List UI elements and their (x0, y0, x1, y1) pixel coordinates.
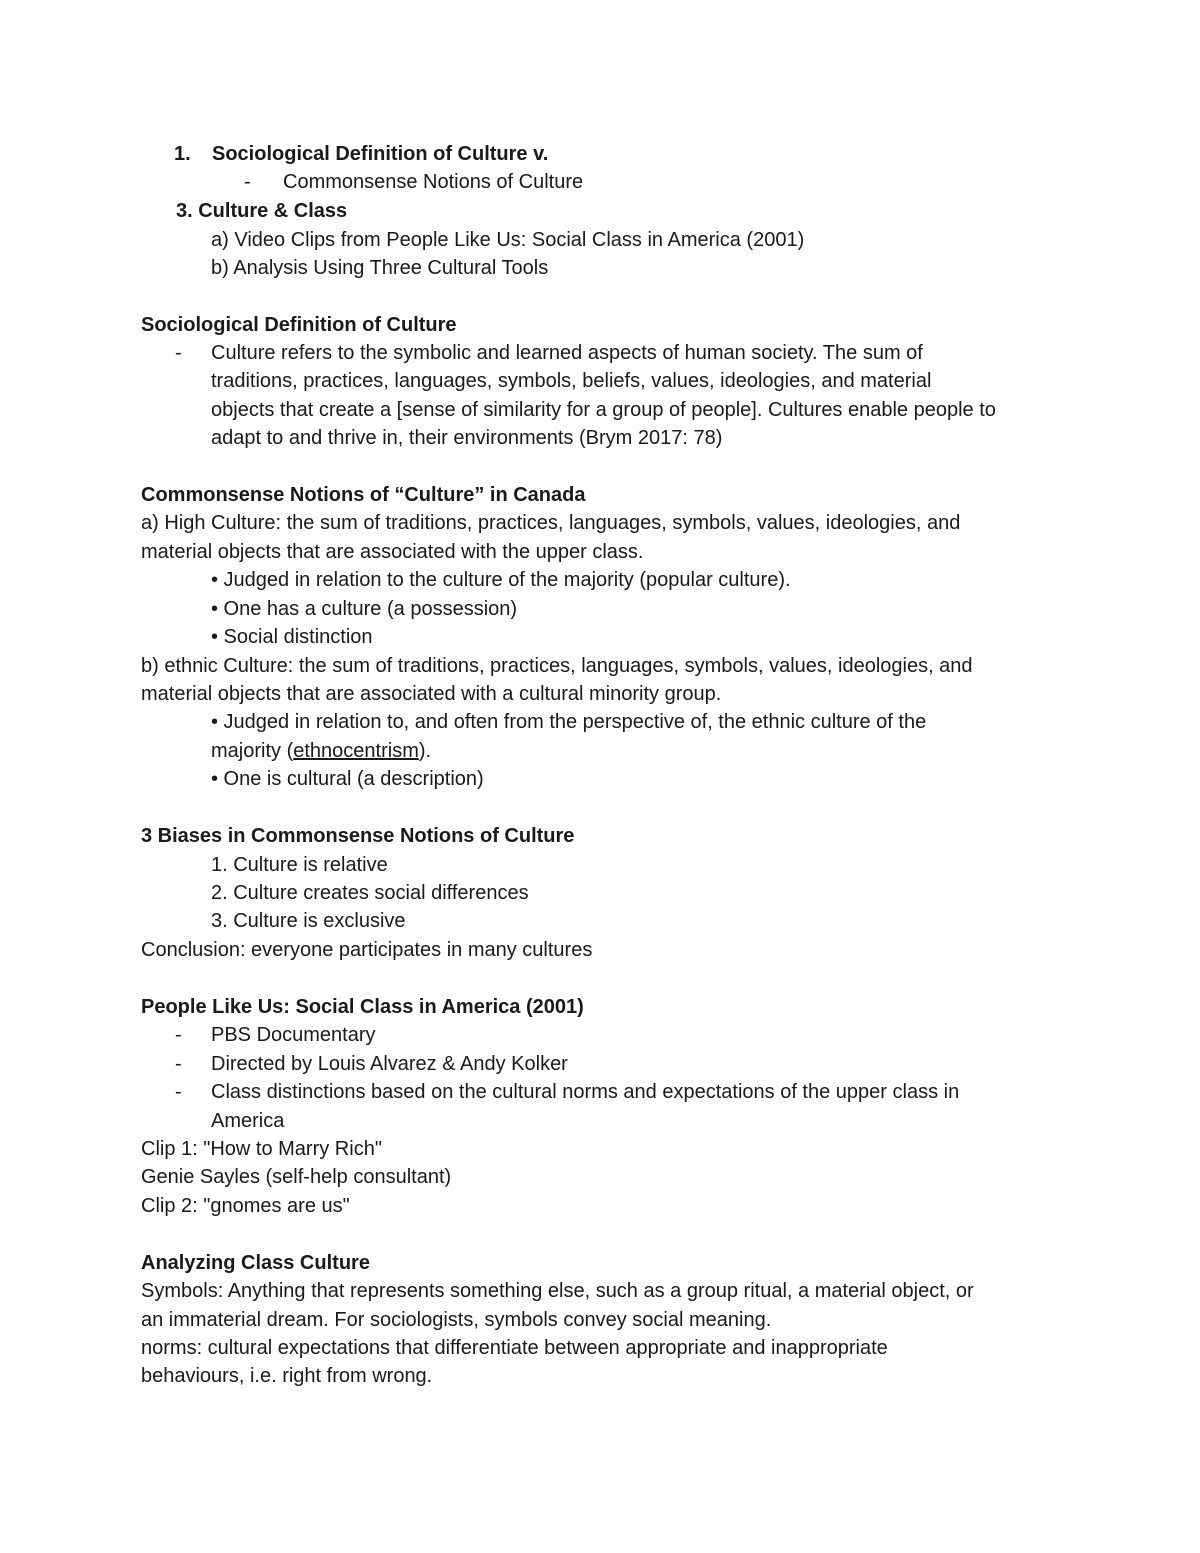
section-heading-biases: 3 Biases in Commonsense Notions of Culture (141, 825, 575, 847)
documentary-bullet: Directed by Louis Alvarez & Andy Kolker (211, 1053, 568, 1075)
high-culture-line: a) High Culture: the sum of traditions, practices, languages, symbols, values, ideologies, and (141, 512, 961, 534)
ethnocentrism-link[interactable]: ethnocentrism (293, 740, 419, 762)
bullet-item: • One has a culture (a possession) (211, 598, 518, 620)
outline-item-1-number: 1. (174, 143, 191, 165)
bullet-text: majority ( (211, 740, 294, 762)
dash-marker: - (175, 342, 182, 364)
definition-line: traditions, practices, languages, symbols, beliefs, values, ideologies, and material (211, 370, 932, 392)
dash-marker: - (175, 1081, 182, 1103)
conclusion: Conclusion: everyone participates in many cultures (141, 939, 593, 961)
definition-line: objects that create a [sense of similarity for a group of people]. Cultures enable people to (211, 399, 996, 421)
documentary-bullet-continuation: America (211, 1110, 285, 1132)
section-heading-people-like-us: People Like Us: Social Class in America (2001) (141, 996, 584, 1018)
bullet-item: • Social distinction (211, 626, 373, 648)
outline-item-1: Sociological Definition of Culture v. (212, 143, 549, 165)
ethnic-culture-line: material objects that are associated with a cultural minority group. (141, 683, 722, 705)
analyzing-line: an immaterial dream. For sociologists, symbols convey social meaning. (141, 1309, 772, 1331)
definition-line: Culture refers to the symbolic and learned aspects of human society. The sum of (211, 342, 923, 364)
high-culture-line: material objects that are associated with the upper class. (141, 541, 644, 563)
outline-item-1-sub: Commonsense Notions of Culture (283, 171, 584, 193)
section-heading-sociological-definition: Sociological Definition of Culture (141, 314, 457, 336)
outline-item-3b: b) Analysis Using Three Cultural Tools (211, 257, 549, 279)
bullet-item-continuation (211, 737, 431, 765)
dash-marker: - (175, 1053, 182, 1075)
section-heading-commonsense: Commonsense Notions of “Culture” in Canada (141, 484, 586, 506)
bullet-item: • Judged in relation to the culture of the majority (popular culture). (211, 569, 791, 591)
definition-line: adapt to and thrive in, their environments (Brym 2017: 78) (211, 427, 723, 449)
bullet-item: • One is cultural (a description) (211, 768, 484, 790)
bias-item: 3. Culture is exclusive (211, 910, 406, 932)
analyzing-line: norms: cultural expectations that differentiate between appropriate and inappropriate (141, 1337, 888, 1359)
genie-sayles: Genie Sayles (self-help consultant) (141, 1166, 452, 1188)
dash-marker: - (175, 1024, 182, 1046)
ethnic-culture-line: b) ethnic Culture: the sum of traditions, practices, languages, symbols, values, ideologies, and (141, 655, 973, 677)
bullet-item: • Judged in relation to, and often from the perspective of, the ethnic culture of the (211, 711, 927, 733)
bias-item: 2. Culture creates social differences (211, 882, 529, 904)
clip-1: Clip 1: "How to Marry Rich" (141, 1138, 382, 1160)
bullet-text: ). (418, 740, 432, 762)
clip-2: Clip 2: "gnomes are us" (141, 1195, 350, 1217)
analyzing-line: Symbols: Anything that represents something else, such as a group ritual, a material object, or (141, 1280, 974, 1302)
outline-item-3: 3. Culture & Class (176, 200, 348, 222)
bias-item: 1. Culture is relative (211, 854, 388, 876)
analyzing-line: behaviours, i.e. right from wrong. (141, 1365, 433, 1387)
outline-item-3a: a) Video Clips from People Like Us: Social Class in America (2001) (211, 229, 805, 251)
documentary-bullet: PBS Documentary (211, 1024, 376, 1046)
section-heading-analyzing: Analyzing Class Culture (141, 1252, 370, 1274)
outline-item-1-sub-marker: - (244, 171, 251, 193)
documentary-bullet: Class distinctions based on the cultural norms and expectations of the upper class in (211, 1081, 960, 1103)
